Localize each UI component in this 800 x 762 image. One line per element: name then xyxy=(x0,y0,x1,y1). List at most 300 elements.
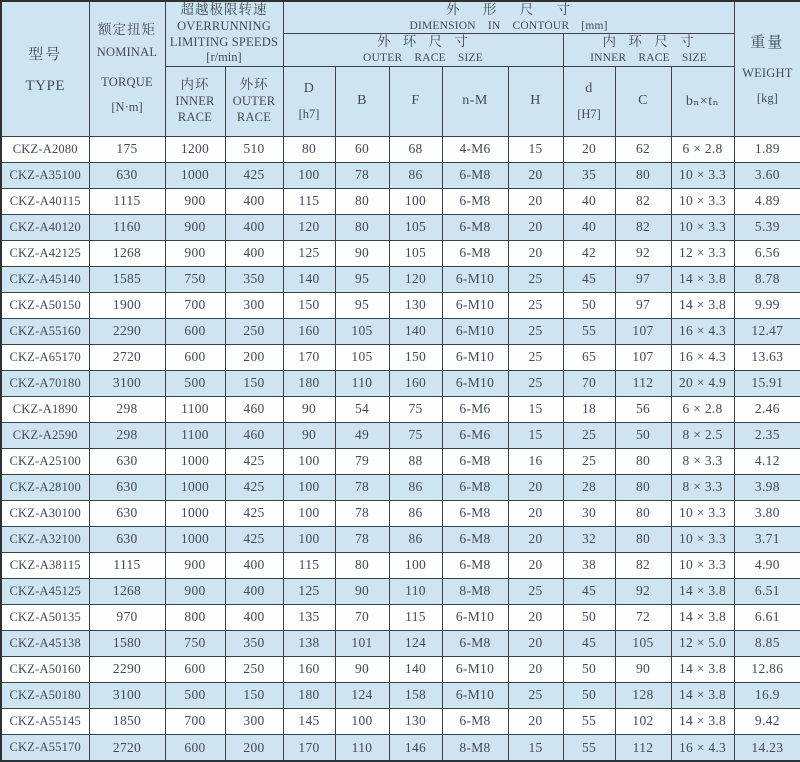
cell-bn_tn: 16 × 4.3 xyxy=(671,344,734,370)
cell-inner_race_speed: 1000 xyxy=(165,526,225,552)
cell-weight: 15.91 xyxy=(734,370,800,396)
cell-d_H7: 50 xyxy=(563,604,615,630)
header-col-D xyxy=(283,66,335,136)
cell-bn_tn: 14 × 3.8 xyxy=(671,292,734,318)
cell-d_H7: 40 xyxy=(563,188,615,214)
cell-n_M: 6-M10 xyxy=(442,370,508,396)
cell-weight: 16.9 xyxy=(734,682,800,708)
cell-D_h7: 115 xyxy=(283,188,335,214)
header-outer-speed-en1: OUTER xyxy=(232,94,276,109)
cell-B: 110 xyxy=(335,734,389,761)
cell-weight: 6.61 xyxy=(734,604,800,630)
cell-C: 62 xyxy=(615,136,671,162)
cell-bn_tn: 12 × 5.0 xyxy=(671,630,734,656)
cell-weight: 4.12 xyxy=(734,448,800,474)
cell-d_H7: 32 xyxy=(563,526,615,552)
cell-n_M: 6-M8 xyxy=(442,708,508,734)
cell-F: 100 xyxy=(389,552,442,578)
cell-bn_tn: 10 × 3.3 xyxy=(671,500,734,526)
table-row xyxy=(1,318,800,344)
cell-bn_tn: 14 × 3.8 xyxy=(671,578,734,604)
cell-H: 20 xyxy=(508,162,563,188)
cell-H: 20 xyxy=(508,630,563,656)
header-col-B: B xyxy=(335,66,389,136)
cell-bn_tn: 10 × 3.3 xyxy=(671,214,734,240)
cell-C: 102 xyxy=(615,708,671,734)
cell-weight: 4.89 xyxy=(734,188,800,214)
cell-B: 124 xyxy=(335,682,389,708)
cell-F: 140 xyxy=(389,656,442,682)
cell-nominal_torque: 970 xyxy=(89,604,165,630)
cell-bn_tn: 14 × 3.8 xyxy=(671,266,734,292)
cell-F: 130 xyxy=(389,708,442,734)
header-outer-speed-cn: 外环 xyxy=(239,77,269,93)
cell-d_H7: 42 xyxy=(563,240,615,266)
table-row xyxy=(1,734,800,761)
cell-inner_race_speed: 500 xyxy=(165,682,225,708)
cell-inner_race_speed: 900 xyxy=(165,578,225,604)
header-speeds-en2: LIMITING SPEEDS xyxy=(169,34,279,49)
header-nominal-torque xyxy=(89,1,165,136)
cell-weight: 14.23 xyxy=(734,734,800,761)
cell-B: 79 xyxy=(335,448,389,474)
cell-type: CKZ-A1890 xyxy=(1,396,89,422)
cell-F: 86 xyxy=(389,474,442,500)
cell-bn_tn: 16 × 4.3 xyxy=(671,734,734,761)
header-speeds-en1: OVERRUNNING xyxy=(177,18,271,33)
cell-F: 115 xyxy=(389,604,442,630)
header-weight-unit: [kg] xyxy=(756,91,778,106)
cell-weight: 12.47 xyxy=(734,318,800,344)
cell-weight: 5.39 xyxy=(734,214,800,240)
cell-n_M: 6-M8 xyxy=(442,526,508,552)
header-col-nM: n-M xyxy=(442,66,508,136)
cell-outer_race_speed: 300 xyxy=(225,708,283,734)
cell-d_H7: 45 xyxy=(563,630,615,656)
cell-nominal_torque: 1115 xyxy=(89,552,165,578)
cell-inner_race_speed: 900 xyxy=(165,240,225,266)
cell-outer_race_speed: 400 xyxy=(225,578,283,604)
table-row xyxy=(1,604,800,630)
cell-C: 82 xyxy=(615,552,671,578)
cell-nominal_torque: 298 xyxy=(89,422,165,448)
header-dimension-cn: 外 形 尺 寸 xyxy=(445,2,572,18)
cell-n_M: 4-M6 xyxy=(442,136,508,162)
cell-B: 101 xyxy=(335,630,389,656)
header-torque-cn: 额定扭矩 xyxy=(98,22,156,37)
cell-type: CKZ-A50160 xyxy=(1,656,89,682)
cell-inner_race_speed: 1000 xyxy=(165,448,225,474)
cell-B: 80 xyxy=(335,552,389,578)
cell-n_M: 6-M8 xyxy=(442,500,508,526)
cell-nominal_torque: 1580 xyxy=(89,630,165,656)
cell-inner_race_speed: 750 xyxy=(165,630,225,656)
cell-n_M: 6-M8 xyxy=(442,474,508,500)
cell-d_H7: 45 xyxy=(563,578,615,604)
cell-d_H7: 65 xyxy=(563,344,615,370)
cell-nominal_torque: 1585 xyxy=(89,266,165,292)
cell-D_h7: 100 xyxy=(283,474,335,500)
cell-H: 15 xyxy=(508,422,563,448)
cell-bn_tn: 14 × 3.8 xyxy=(671,708,734,734)
cell-F: 124 xyxy=(389,630,442,656)
cell-weight: 6.51 xyxy=(734,578,800,604)
cell-bn_tn: 8 × 3.3 xyxy=(671,474,734,500)
cell-n_M: 8-M8 xyxy=(442,578,508,604)
cell-outer_race_speed: 400 xyxy=(225,188,283,214)
cell-type: CKZ-A45138 xyxy=(1,630,89,656)
cell-F: 110 xyxy=(389,578,442,604)
header-outer-race-speed xyxy=(225,66,283,136)
cell-d_H7: 38 xyxy=(563,552,615,578)
cell-bn_tn: 10 × 3.3 xyxy=(671,552,734,578)
cell-n_M: 6-M6 xyxy=(442,422,508,448)
cell-B: 110 xyxy=(335,370,389,396)
cell-inner_race_speed: 600 xyxy=(165,656,225,682)
cell-F: 120 xyxy=(389,266,442,292)
cell-outer_race_speed: 200 xyxy=(225,344,283,370)
cell-outer_race_speed: 300 xyxy=(225,292,283,318)
table-row xyxy=(1,162,800,188)
cell-nominal_torque: 3100 xyxy=(89,682,165,708)
header-outer-speed-en2: RACE xyxy=(236,109,272,124)
cell-F: 68 xyxy=(389,136,442,162)
cell-C: 107 xyxy=(615,344,671,370)
cell-D_h7: 100 xyxy=(283,526,335,552)
cell-d_H7: 30 xyxy=(563,500,615,526)
cell-C: 82 xyxy=(615,214,671,240)
header-torque-unit: [N·m] xyxy=(111,100,143,115)
header-col-C: C xyxy=(615,66,671,136)
cell-D_h7: 125 xyxy=(283,578,335,604)
cell-d_H7: 18 xyxy=(563,396,615,422)
cell-C: 105 xyxy=(615,630,671,656)
cell-F: 75 xyxy=(389,422,442,448)
header-inner-size-en: INNER RACE SIZE xyxy=(590,52,707,65)
header-inner-race-speed xyxy=(165,66,225,136)
cell-d_H7: 50 xyxy=(563,292,615,318)
table-row xyxy=(1,370,800,396)
cell-B: 105 xyxy=(335,344,389,370)
cell-bn_tn: 8 × 3.3 xyxy=(671,448,734,474)
header-torque-en2: TORQUE xyxy=(101,74,153,89)
cell-d_H7: 70 xyxy=(563,370,615,396)
cell-D_h7: 115 xyxy=(283,552,335,578)
cell-C: 80 xyxy=(615,448,671,474)
cell-D_h7: 100 xyxy=(283,162,335,188)
header-inner-speed-en1: INNER xyxy=(175,94,215,109)
cell-type: CKZ-A2590 xyxy=(1,422,89,448)
cell-C: 80 xyxy=(615,162,671,188)
cell-bn_tn: 14 × 3.8 xyxy=(671,656,734,682)
cell-type: CKZ-A50180 xyxy=(1,682,89,708)
cell-inner_race_speed: 1000 xyxy=(165,474,225,500)
cell-nominal_torque: 630 xyxy=(89,162,165,188)
cell-F: 150 xyxy=(389,344,442,370)
cell-outer_race_speed: 250 xyxy=(225,656,283,682)
cell-bn_tn: 12 × 3.3 xyxy=(671,240,734,266)
cell-H: 20 xyxy=(508,214,563,240)
cell-n_M: 6-M10 xyxy=(442,266,508,292)
header-col-bt: bₙ×tₙ xyxy=(671,66,734,136)
cell-D_h7: 170 xyxy=(283,344,335,370)
cell-H: 20 xyxy=(508,604,563,630)
cell-type: CKZ-A25100 xyxy=(1,448,89,474)
cell-n_M: 6-M10 xyxy=(442,604,508,630)
header-col-H: H xyxy=(508,66,563,136)
cell-F: 86 xyxy=(389,526,442,552)
header-inner-speed-en2: RACE xyxy=(177,109,213,124)
cell-outer_race_speed: 350 xyxy=(225,630,283,656)
cell-inner_race_speed: 600 xyxy=(165,734,225,761)
header-col-d-label: d xyxy=(585,80,593,96)
cell-inner_race_speed: 1000 xyxy=(165,162,225,188)
header-overrunning-speeds xyxy=(165,1,283,66)
cell-B: 80 xyxy=(335,188,389,214)
table-row xyxy=(1,266,800,292)
cell-B: 70 xyxy=(335,604,389,630)
cell-F: 86 xyxy=(389,500,442,526)
table-header xyxy=(1,1,800,136)
cell-bn_tn: 10 × 3.3 xyxy=(671,526,734,552)
cell-C: 80 xyxy=(615,526,671,552)
cell-bn_tn: 6 × 2.8 xyxy=(671,396,734,422)
header-weight xyxy=(734,1,800,136)
cell-weight: 3.71 xyxy=(734,526,800,552)
cell-n_M: 6-M6 xyxy=(442,396,508,422)
cell-nominal_torque: 298 xyxy=(89,396,165,422)
cell-inner_race_speed: 700 xyxy=(165,292,225,318)
cell-inner_race_speed: 750 xyxy=(165,266,225,292)
cell-D_h7: 135 xyxy=(283,604,335,630)
cell-outer_race_speed: 250 xyxy=(225,318,283,344)
cell-D_h7: 90 xyxy=(283,422,335,448)
cell-type: CKZ-A35100 xyxy=(1,162,89,188)
cell-d_H7: 55 xyxy=(563,734,615,761)
cell-d_H7: 28 xyxy=(563,474,615,500)
cell-type: CKZ-A55160 xyxy=(1,318,89,344)
cell-F: 140 xyxy=(389,318,442,344)
header-col-D-tol: [h7] xyxy=(298,106,320,121)
cell-type: CKZ-A50150 xyxy=(1,292,89,318)
cell-C: 56 xyxy=(615,396,671,422)
cell-type: CKZ-A45125 xyxy=(1,578,89,604)
cell-D_h7: 180 xyxy=(283,682,335,708)
header-outer-size-cn: 外 环 尺 寸 xyxy=(376,34,470,50)
cell-nominal_torque: 1160 xyxy=(89,214,165,240)
cell-type: CKZ-A28100 xyxy=(1,474,89,500)
cell-weight: 12.86 xyxy=(734,656,800,682)
cell-B: 78 xyxy=(335,500,389,526)
cell-n_M: 8-M8 xyxy=(442,734,508,761)
cell-B: 90 xyxy=(335,656,389,682)
cell-B: 80 xyxy=(335,214,389,240)
cell-H: 15 xyxy=(508,396,563,422)
cell-B: 78 xyxy=(335,162,389,188)
table-row xyxy=(1,708,800,734)
table-row xyxy=(1,136,800,162)
cell-B: 95 xyxy=(335,266,389,292)
cell-D_h7: 100 xyxy=(283,448,335,474)
cell-nominal_torque: 630 xyxy=(89,500,165,526)
cell-C: 112 xyxy=(615,734,671,761)
cell-F: 130 xyxy=(389,292,442,318)
cell-H: 20 xyxy=(508,552,563,578)
cell-D_h7: 170 xyxy=(283,734,335,761)
cell-C: 107 xyxy=(615,318,671,344)
cell-B: 100 xyxy=(335,708,389,734)
table-row xyxy=(1,214,800,240)
cell-B: 95 xyxy=(335,292,389,318)
cell-n_M: 6-M8 xyxy=(442,240,508,266)
cell-inner_race_speed: 900 xyxy=(165,188,225,214)
cell-H: 25 xyxy=(508,344,563,370)
cell-outer_race_speed: 425 xyxy=(225,474,283,500)
header-type-en: TYPE xyxy=(25,77,65,94)
cell-B: 90 xyxy=(335,240,389,266)
cell-D_h7: 140 xyxy=(283,266,335,292)
table-row xyxy=(1,344,800,370)
cell-H: 20 xyxy=(508,500,563,526)
cell-nominal_torque: 175 xyxy=(89,136,165,162)
header-col-d-tol: [H7] xyxy=(577,106,601,121)
cell-inner_race_speed: 700 xyxy=(165,708,225,734)
table-row xyxy=(1,552,800,578)
cell-type: CKZ-A2080 xyxy=(1,136,89,162)
table-row xyxy=(1,474,800,500)
cell-type: CKZ-A40120 xyxy=(1,214,89,240)
cell-D_h7: 160 xyxy=(283,318,335,344)
cell-D_h7: 150 xyxy=(283,292,335,318)
cell-d_H7: 50 xyxy=(563,682,615,708)
cell-nominal_torque: 2720 xyxy=(89,734,165,761)
cell-weight: 3.98 xyxy=(734,474,800,500)
cell-C: 92 xyxy=(615,578,671,604)
cell-B: 90 xyxy=(335,578,389,604)
cell-weight: 13.63 xyxy=(734,344,800,370)
cell-weight: 9.99 xyxy=(734,292,800,318)
cell-outer_race_speed: 425 xyxy=(225,526,283,552)
cell-C: 97 xyxy=(615,266,671,292)
cell-C: 72 xyxy=(615,604,671,630)
cell-H: 25 xyxy=(508,578,563,604)
cell-outer_race_speed: 425 xyxy=(225,500,283,526)
cell-H: 15 xyxy=(508,734,563,761)
cell-H: 25 xyxy=(508,266,563,292)
header-col-F: F xyxy=(389,66,442,136)
cell-bn_tn: 6 × 2.8 xyxy=(671,136,734,162)
table-row xyxy=(1,240,800,266)
cell-B: 54 xyxy=(335,396,389,422)
cell-H: 20 xyxy=(508,708,563,734)
cell-B: 78 xyxy=(335,474,389,500)
cell-F: 86 xyxy=(389,162,442,188)
cell-bn_tn: 10 × 3.3 xyxy=(671,188,734,214)
cell-d_H7: 35 xyxy=(563,162,615,188)
cell-H: 25 xyxy=(508,318,563,344)
cell-C: 50 xyxy=(615,422,671,448)
cell-nominal_torque: 1115 xyxy=(89,188,165,214)
header-weight-cn: 重量 xyxy=(750,35,785,52)
cell-C: 80 xyxy=(615,474,671,500)
cell-H: 20 xyxy=(508,474,563,500)
cell-outer_race_speed: 425 xyxy=(225,448,283,474)
cell-nominal_torque: 630 xyxy=(89,526,165,552)
cell-d_H7: 55 xyxy=(563,318,615,344)
table-row xyxy=(1,396,800,422)
cell-nominal_torque: 3100 xyxy=(89,370,165,396)
cell-nominal_torque: 1850 xyxy=(89,708,165,734)
header-dimension-group xyxy=(283,1,734,34)
cell-outer_race_speed: 400 xyxy=(225,214,283,240)
cell-inner_race_speed: 1200 xyxy=(165,136,225,162)
table-row xyxy=(1,630,800,656)
cell-type: CKZ-A70180 xyxy=(1,370,89,396)
cell-nominal_torque: 2290 xyxy=(89,656,165,682)
cell-bn_tn: 14 × 3.8 xyxy=(671,604,734,630)
cell-type: CKZ-A30100 xyxy=(1,500,89,526)
cell-type: CKZ-A55170 xyxy=(1,734,89,761)
table-row xyxy=(1,422,800,448)
cell-n_M: 6-M10 xyxy=(442,318,508,344)
cell-F: 105 xyxy=(389,214,442,240)
cell-weight: 2.35 xyxy=(734,422,800,448)
cell-B: 60 xyxy=(335,136,389,162)
cell-outer_race_speed: 150 xyxy=(225,682,283,708)
cell-H: 20 xyxy=(508,188,563,214)
cell-n_M: 6-M8 xyxy=(442,162,508,188)
cell-type: CKZ-A45140 xyxy=(1,266,89,292)
cell-nominal_torque: 630 xyxy=(89,448,165,474)
header-type-cn: 型号 xyxy=(28,46,63,63)
cell-F: 160 xyxy=(389,370,442,396)
table-row xyxy=(1,188,800,214)
cell-inner_race_speed: 1100 xyxy=(165,422,225,448)
cell-H: 20 xyxy=(508,656,563,682)
cell-D_h7: 100 xyxy=(283,500,335,526)
cell-d_H7: 25 xyxy=(563,448,615,474)
cell-weight: 4.90 xyxy=(734,552,800,578)
cell-H: 15 xyxy=(508,136,563,162)
cell-weight: 9.42 xyxy=(734,708,800,734)
cell-d_H7: 25 xyxy=(563,422,615,448)
cell-C: 112 xyxy=(615,370,671,396)
header-weight-en: WEIGHT xyxy=(742,66,793,81)
cell-weight: 6.56 xyxy=(734,240,800,266)
cell-inner_race_speed: 1100 xyxy=(165,396,225,422)
cell-n_M: 6-M8 xyxy=(442,630,508,656)
header-torque-en1: NOMINAL xyxy=(96,44,158,59)
cell-D_h7: 180 xyxy=(283,370,335,396)
cell-C: 97 xyxy=(615,292,671,318)
cell-type: CKZ-A38115 xyxy=(1,552,89,578)
cell-weight: 3.60 xyxy=(734,162,800,188)
table-row xyxy=(1,292,800,318)
cell-bn_tn: 10 × 3.3 xyxy=(671,162,734,188)
header-inner-race-size-group xyxy=(563,34,734,66)
cell-inner_race_speed: 900 xyxy=(165,552,225,578)
table-row xyxy=(1,656,800,682)
cell-n_M: 6-M10 xyxy=(442,292,508,318)
header-type xyxy=(1,1,89,136)
cell-outer_race_speed: 400 xyxy=(225,552,283,578)
cell-nominal_torque: 2720 xyxy=(89,344,165,370)
cell-d_H7: 50 xyxy=(563,656,615,682)
cell-weight: 8.85 xyxy=(734,630,800,656)
cell-nominal_torque: 2290 xyxy=(89,318,165,344)
cell-inner_race_speed: 800 xyxy=(165,604,225,630)
table-row xyxy=(1,500,800,526)
